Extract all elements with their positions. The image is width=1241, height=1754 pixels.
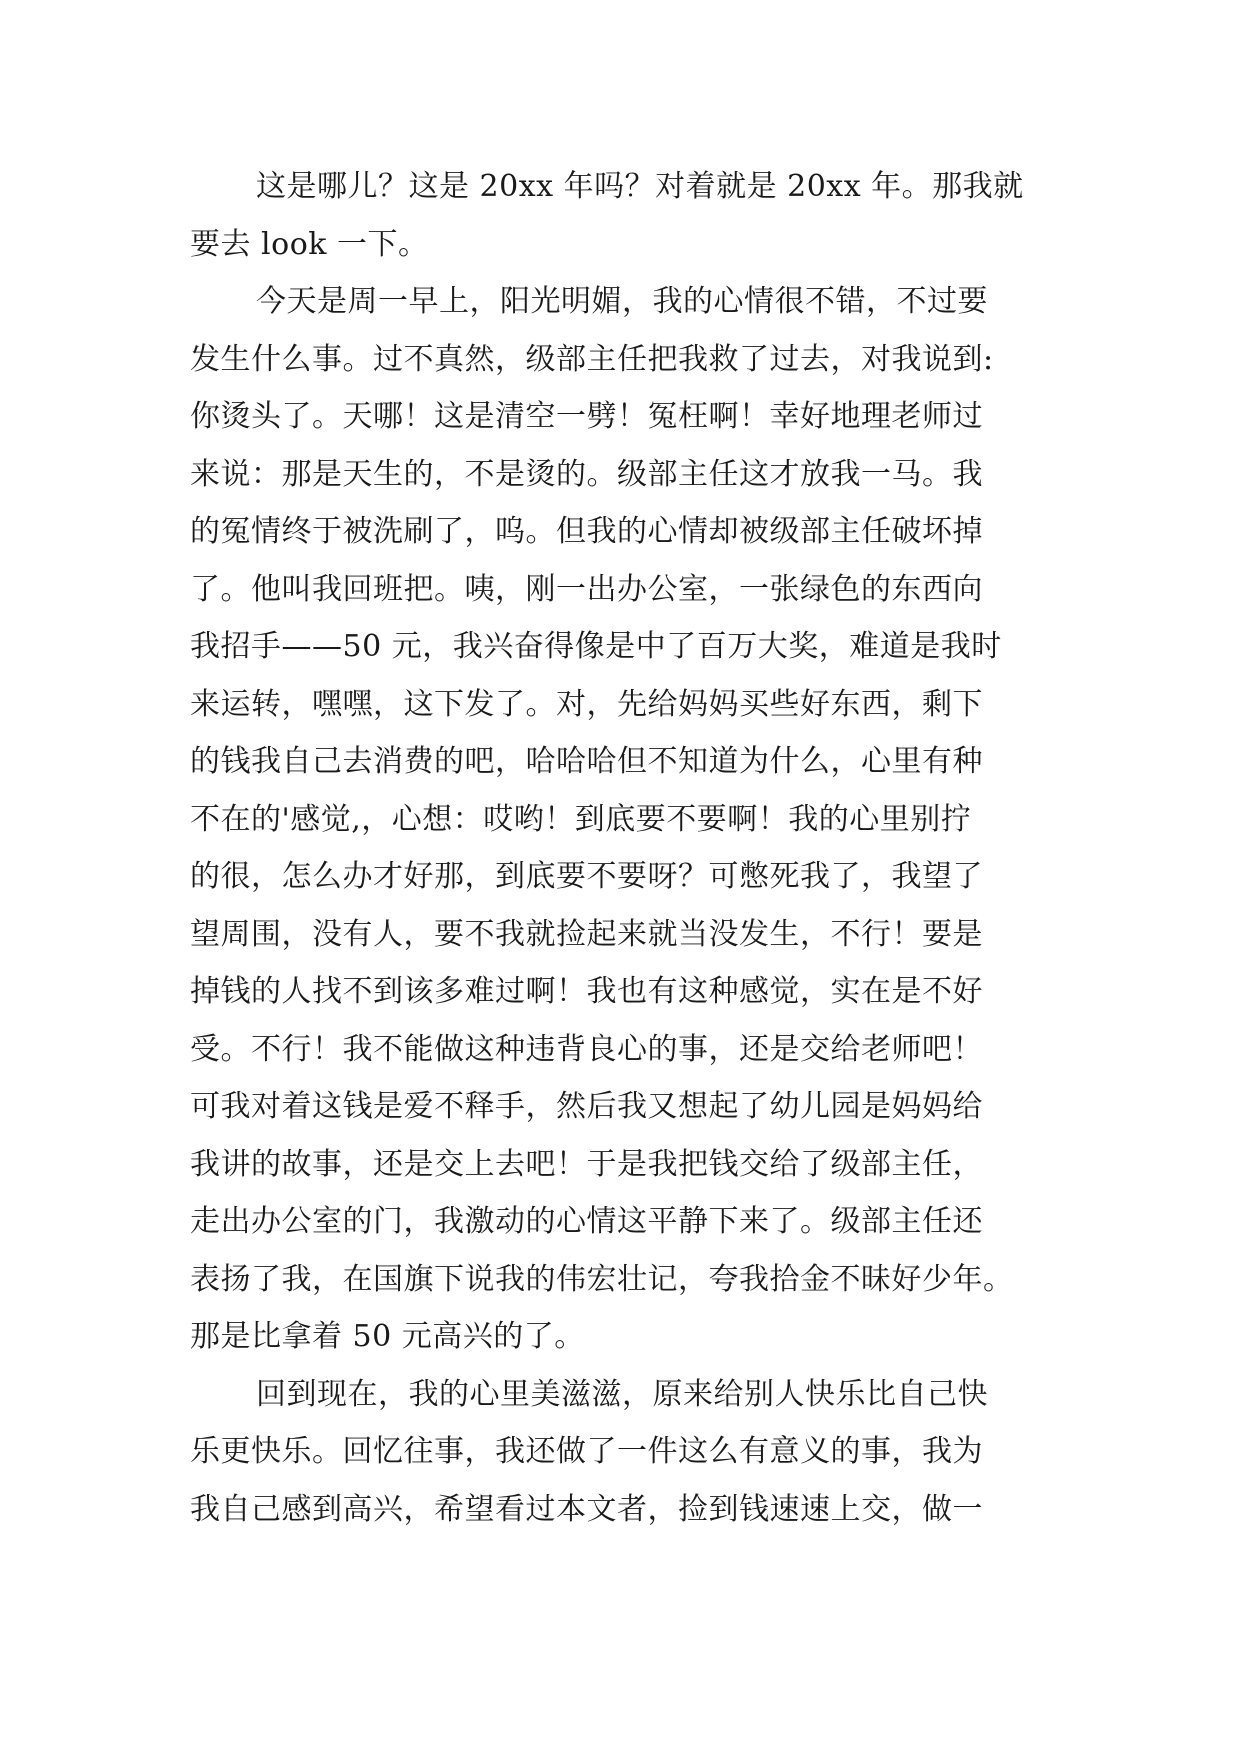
text-line: 我讲的故事，还是交上去吧！于是我把钱交给了级部主任， [190,1146,983,1182]
text-line: 我自己感到高兴，希望看过本文者，捡到钱速速上交，做一 [190,1491,983,1527]
text-line: 的很，怎么办才好那，到底要不要呀？可憋死我了，我望了 [190,859,983,894]
text-line: 受。不行！我不能做这种违背良心的事，还是交给老师吧！ [190,1031,983,1067]
text-line: 的冤情终于被洗刷了，呜。但我的心情却被级部主任破坏掉 [190,514,983,549]
text-line: 今天是周一早上，阳光明媚，我的心情很不错，不过要 [256,284,988,319]
text-line: 这是哪儿？这是 20xx 年吗？对着就是 20xx 年。那我就 [256,169,1024,204]
text-line: 乐更快乐。回忆往事，我还做了一件这么有意义的事，我为 [190,1434,983,1469]
text-line: 你烫头了。天哪！这是清空一劈！冤枉啊！幸好地理老师过 [190,399,983,434]
text-line: 要去 look 一下。 [190,226,429,262]
text-line: 那是比拿着 50 元高兴的了。 [190,1319,585,1354]
text-line: 发生什么事。过不真然，级部主任把我救了过去，对我说到: [190,341,994,377]
article-body [190,158,1050,1538]
text-line: 走出办公室的门，我激动的心情这平静下来了。级部主任还 [190,1204,983,1239]
text-line: 来说：那是天生的，不是烫的。级部主任这才放我一马。我 [190,456,983,492]
text-line: 回到现在，我的心里美滋滋，原来给别人快乐比自己快 [256,1376,988,1412]
text-line: 掉钱的人找不到该多难过啊！我也有这种感觉，实在是不好 [190,974,983,1009]
text-line: 来运转，嘿嘿，这下发了。对，先给妈妈买些好东西，剩下 [190,686,983,722]
text-line: 的钱我自己去消费的吧，哈哈哈但不知道为什么，心里有种 [190,744,983,779]
text-line: 可我对着这钱是爱不释手，然后我又想起了幼儿园是妈妈给 [190,1089,983,1124]
text-line: 望周围，没有人，要不我就捡起来就当没发生，不行！要是 [190,916,983,952]
text-line: 不在的'感觉,，心想：哎哟！到底要不要啊！我的心里别拧 [190,801,972,837]
text-line: 了。他叫我回班把。咦，刚一出办公室，一张绿色的东西向 [190,571,983,607]
text-line: 表扬了我，在国旗下说我的伟宏壮记，夸我拾金不昧好少年。 [190,1261,1014,1297]
text-line: 我招手——50 元，我兴奋得像是中了百万大奖，难道是我时 [190,629,1002,664]
